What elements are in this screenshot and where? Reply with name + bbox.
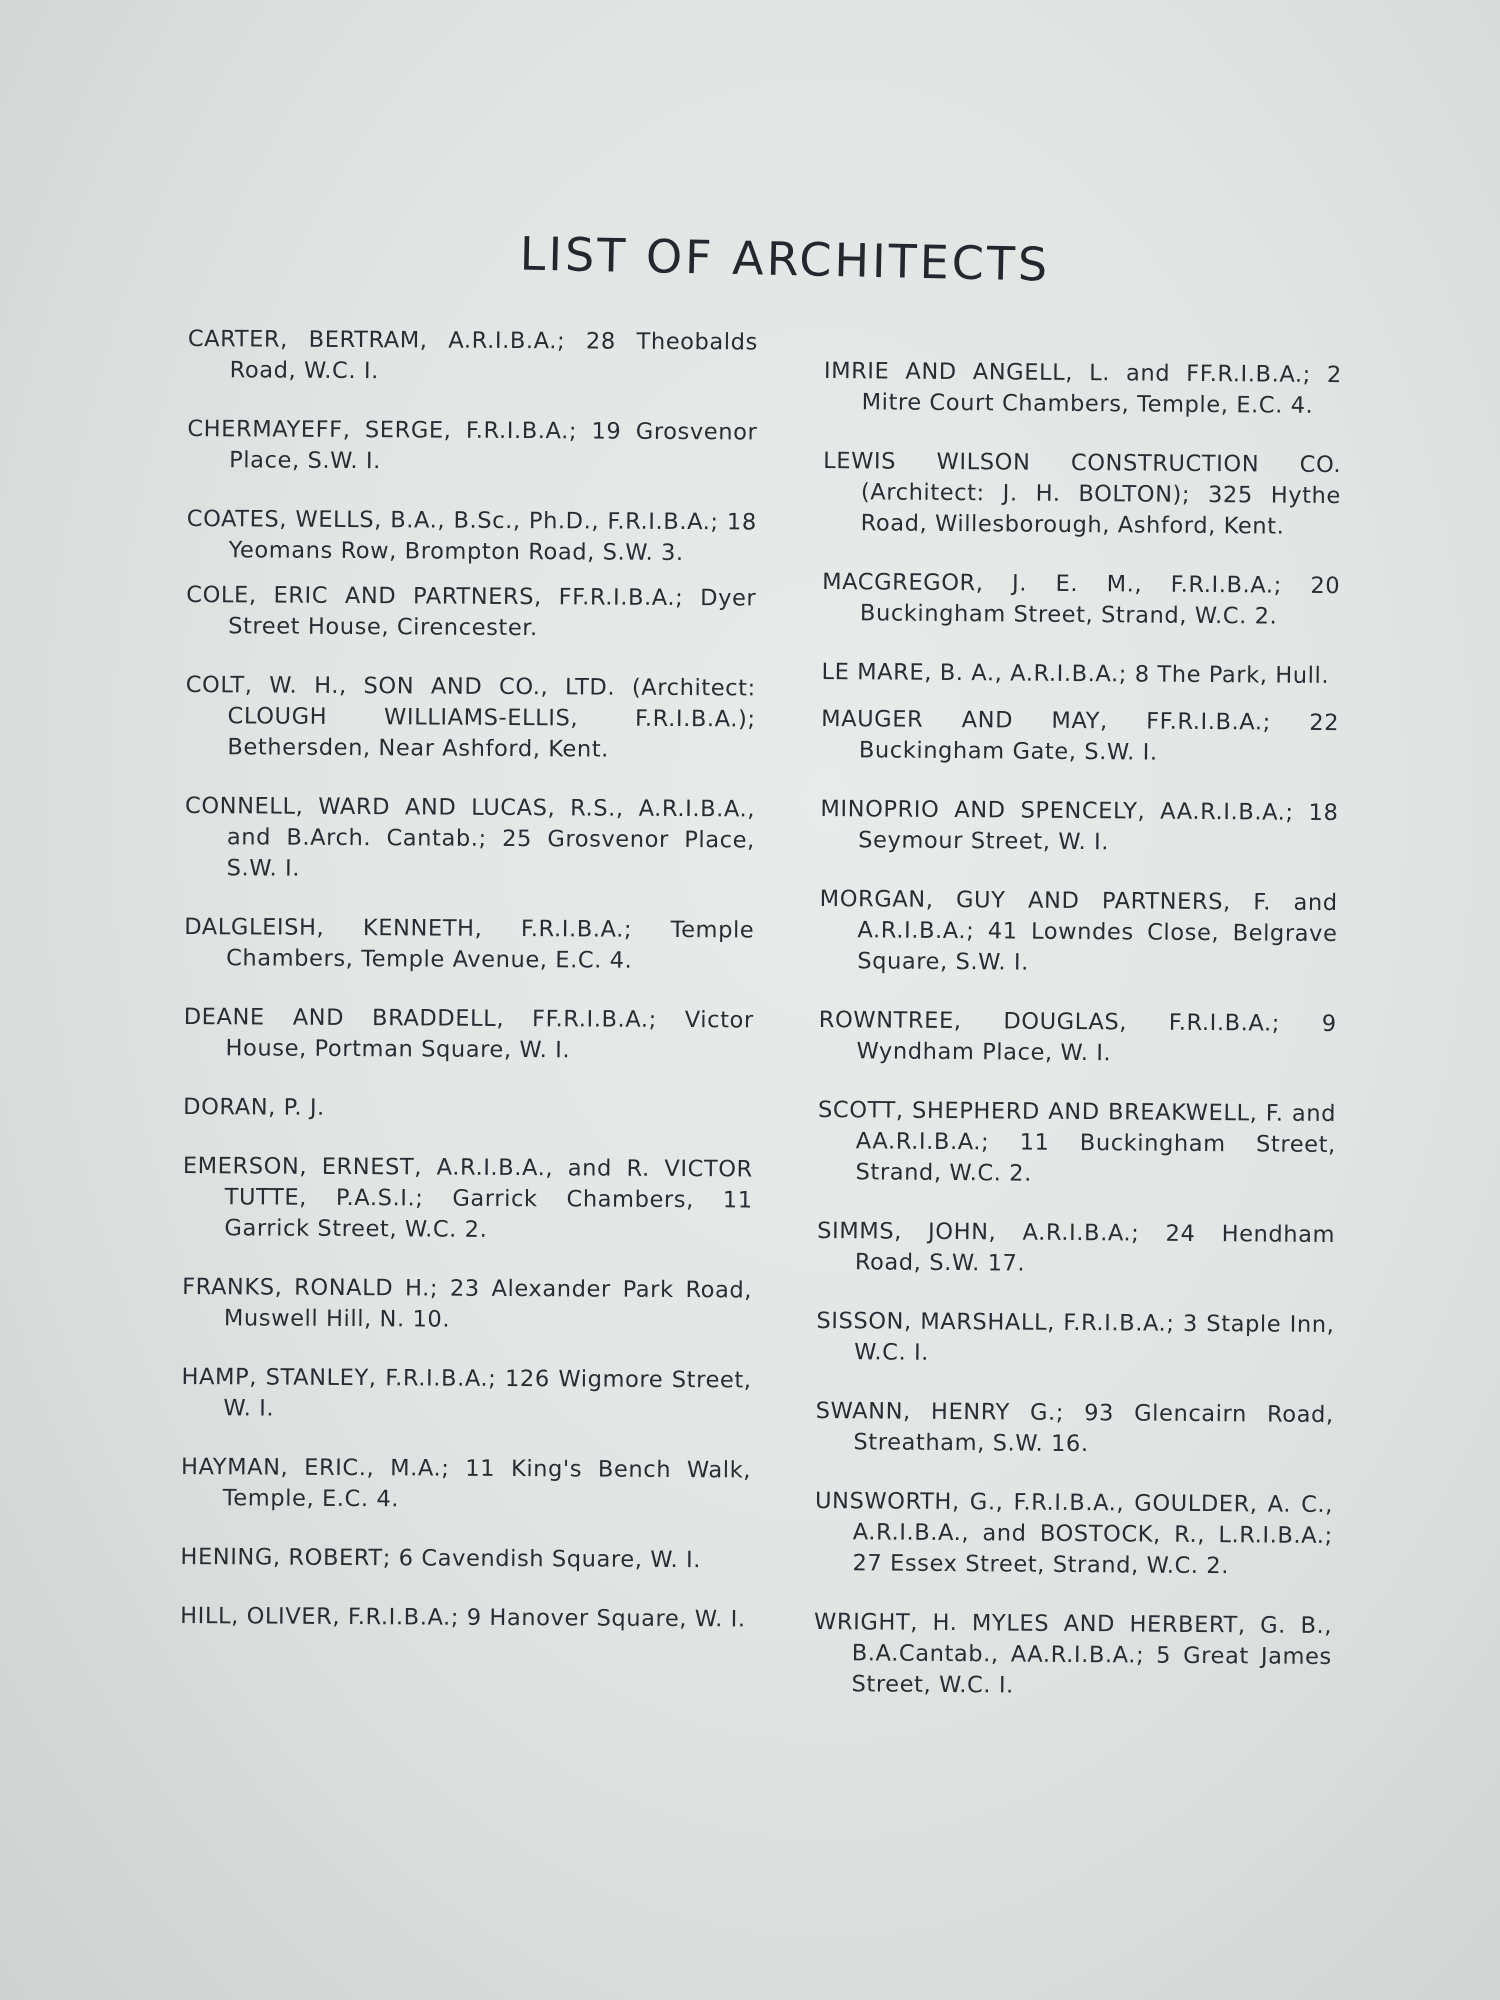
architect-entry: HILL, OLIVER, F.R.I.B.A.; 9 Hanover Square, W. I. (180, 1602, 746, 1633)
architect-entry: EMERSON, ERNEST, A.R.I.B.A., and R. VICTOR TUTTE, P.A.S.I.; Garrick Chambers, 11 Garrick Street, W.C. 2. (182, 1152, 753, 1243)
architect-entry: WRIGHT, H. MYLES AND HERBERT, G. B., B.A.Cantab., AA.R.I.B.A.; 5 Great James Street, W.C. I. (813, 1608, 1333, 1699)
architect-entry: IMRIE AND ANGELL, L. and FF.R.I.B.A.; 2 Mitre Court Chambers, Temple, E.C. 4. (823, 357, 1342, 419)
architect-entry: SCOTT, SHEPHERD AND BREAKWELL, F. and AA.R.I.B.A.; 11 Buckingham Street, Strand, W.C. 2. (817, 1096, 1337, 1187)
architect-entry: SIMMS, JOHN, A.R.I.B.A.; 24 Hendham Road, S.W. 17. (817, 1217, 1336, 1277)
architect-entry: CARTER, BERTRAM, A.R.I.B.A.; 28 Theobalds Road, W.C. I. (187, 325, 758, 385)
architect-entry: HAYMAN, ERIC., M.A.; 11 King's Bench Walk, Temple, E.C. 4. (180, 1453, 752, 1513)
page-title: LIST OF ARCHITECTS (519, 226, 1051, 292)
architect-entry: UNSWORTH, G., F.R.I.B.A., GOULDER, A. C., A.R.I.B.A., and BOSTOCK, R., L.R.I.B.A.; 27 Essex Street, Strand, W.C. 2. (814, 1487, 1334, 1580)
architect-entry: MAUGER AND MAY, FF.R.I.B.A.; 22 Buckingham Gate, S.W. I. (821, 705, 1340, 766)
architect-entry: DALGLEISH, KENNETH, F.R.I.B.A.; Temple Chambers, Temple Avenue, E.C. 4. (184, 913, 755, 974)
architect-entry: ROWNTREE, DOUGLAS, F.R.I.B.A.; 9 Wyndham Place, W. I. (818, 1006, 1337, 1067)
architect-entry: HAMP, STANLEY, F.R.I.B.A.; 126 Wigmore Street, W. I. (181, 1363, 752, 1422)
architect-entry: MINOPRIO AND SPENCELY, AA.R.I.B.A.; 18 Seymour Street, W. I. (820, 795, 1339, 856)
architect-entry: DEANE AND BRADDELL, FF.R.I.B.A.; Victor House, Portman Square, W. I. (183, 1003, 754, 1064)
architect-entry: CHERMAYEFF, SERGE, F.R.I.B.A.; 19 Grosvenor Place, S.W. I. (187, 415, 758, 475)
architect-entry: LEWIS WILSON CONSTRUCTION CO. (Architect: J. H. BOLTON); 325 Hythe Road, Willesborough, Ashford, Kent. (823, 447, 1342, 540)
architect-entry: HENING, ROBERT; 6 Cavendish Square, W. I. (180, 1543, 702, 1574)
architect-entry: LE MARE, B. A., A.R.I.B.A.; 8 The Park, Hull. (821, 658, 1330, 689)
architect-entry: SWANN, HENRY G.; 93 Glencairn Road, Streatham, S.W. 16. (815, 1397, 1334, 1458)
architect-entry: DORAN, P. J. (183, 1093, 325, 1121)
architect-entry: MORGAN, GUY AND PARTNERS, F. and A.R.I.B.A.; 41 Lowndes Close, Belgrave Square, S.W. I. (819, 885, 1338, 976)
architect-entry: SISSON, MARSHALL, F.R.I.B.A.; 3 Staple Inn, W.C. I. (816, 1307, 1335, 1366)
right-column (813, 356, 1342, 1732)
architect-entry: CONNELL, WARD AND LUCAS, R.S., A.R.I.B.A., and B.Arch. Cantab.; 25 Grosvenor Place, S.W. I. (184, 792, 756, 882)
left-column (180, 324, 758, 1663)
architect-entry: FRANKS, RONALD H.; 23 Alexander Park Road, Muswell Hill, N. 10. (182, 1273, 753, 1333)
architect-entry: COATES, WELLS, B.A., B.Sc., Ph.D., F.R.I.B.A.; 18 Yeomans Row, Brompton Road, S.W. 3. (186, 505, 757, 567)
architect-entry: COLT, W. H., SON AND CO., LTD. (Architect: CLOUGH WILLIAMS-ELLIS, F.R.I.B.A.); Bethersden, Near Ashford, Kent. (185, 671, 756, 763)
architect-entry: MACGREGOR, J. E. M., F.R.I.B.A.; 20 Buckingham Street, Strand, W.C. 2. (822, 568, 1341, 630)
architect-entry: COLE, ERIC AND PARTNERS, FF.R.I.B.A.; Dyer Street House, Cirencester. (186, 581, 757, 642)
